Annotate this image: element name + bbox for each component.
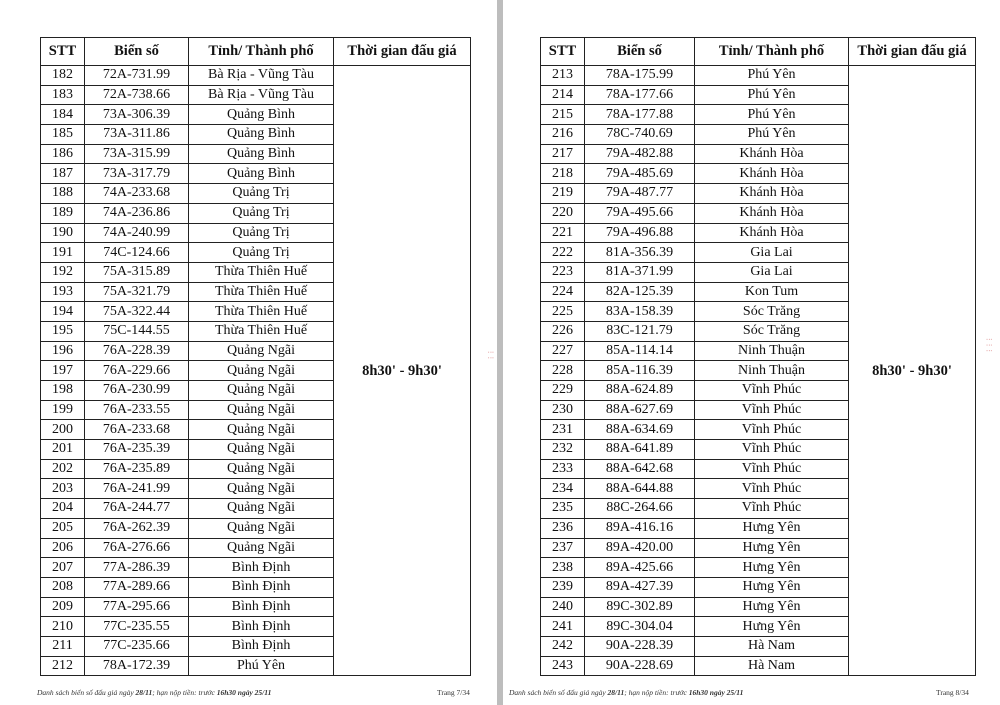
row-stt: 192 bbox=[41, 262, 85, 282]
row-stt: 237 bbox=[541, 538, 585, 558]
row-plate: 88C-264.66 bbox=[585, 499, 695, 519]
row-province: Quảng Ngãi bbox=[189, 518, 334, 538]
row-plate: 90A-228.69 bbox=[585, 656, 695, 676]
row-stt: 198 bbox=[41, 381, 85, 401]
row-plate: 76A-276.66 bbox=[85, 538, 189, 558]
row-province: Hưng Yên bbox=[695, 577, 849, 597]
row-stt: 240 bbox=[541, 597, 585, 617]
row-stt: 183 bbox=[41, 85, 85, 105]
row-plate: 79A-485.69 bbox=[585, 164, 695, 184]
row-stt: 194 bbox=[41, 302, 85, 322]
auction-time-slot: 8h30' - 9h30' bbox=[849, 66, 976, 676]
row-stt: 186 bbox=[41, 144, 85, 164]
footer-prefix: Danh sách biển số đấu giá ngày bbox=[37, 688, 134, 697]
auction-time-slot: 8h30' - 9h30' bbox=[334, 66, 471, 676]
row-stt: 222 bbox=[541, 243, 585, 263]
row-plate: 74A-236.86 bbox=[85, 203, 189, 223]
document-page-left bbox=[0, 0, 497, 705]
row-stt: 185 bbox=[41, 125, 85, 145]
row-stt: 195 bbox=[41, 321, 85, 341]
row-province: Quảng Trị bbox=[189, 223, 334, 243]
footer-date: 28/11 bbox=[135, 688, 153, 697]
column-header-time: Thời gian đấu giá bbox=[849, 38, 976, 66]
row-plate: 88A-641.89 bbox=[585, 440, 695, 460]
row-province: Khánh Hòa bbox=[695, 203, 849, 223]
row-province: Khánh Hòa bbox=[695, 184, 849, 204]
row-stt: 229 bbox=[541, 381, 585, 401]
row-plate: 76A-233.68 bbox=[85, 420, 189, 440]
row-province: Quảng Trị bbox=[189, 203, 334, 223]
row-province: Bình Định bbox=[189, 597, 334, 617]
row-plate: 81A-371.99 bbox=[585, 262, 695, 282]
row-stt: 218 bbox=[541, 164, 585, 184]
row-plate: 75A-321.79 bbox=[85, 282, 189, 302]
row-province: Quảng Bình bbox=[189, 105, 334, 125]
row-stt: 242 bbox=[541, 636, 585, 656]
margin-stamp-mark: ⁝ ⁝ bbox=[484, 350, 495, 360]
row-stt: 193 bbox=[41, 282, 85, 302]
row-stt: 204 bbox=[41, 499, 85, 519]
row-stt: 207 bbox=[41, 558, 85, 578]
row-province: Thừa Thiên Huế bbox=[189, 321, 334, 341]
page-footer-note bbox=[509, 688, 743, 697]
row-province: Kon Tum bbox=[695, 282, 849, 302]
row-stt: 228 bbox=[541, 361, 585, 381]
column-header-province: Tỉnh/ Thành phố bbox=[695, 38, 849, 66]
row-plate: 75A-315.89 bbox=[85, 262, 189, 282]
row-stt: 212 bbox=[41, 656, 85, 676]
column-header-plate: Biển số bbox=[585, 38, 695, 66]
row-province: Khánh Hòa bbox=[695, 164, 849, 184]
row-stt: 210 bbox=[41, 617, 85, 637]
row-stt: 220 bbox=[541, 203, 585, 223]
row-province: Hưng Yên bbox=[695, 558, 849, 578]
row-plate: 85A-116.39 bbox=[585, 361, 695, 381]
row-plate: 76A-230.99 bbox=[85, 381, 189, 401]
row-plate: 78A-177.66 bbox=[585, 85, 695, 105]
row-stt: 211 bbox=[41, 636, 85, 656]
row-province: Thừa Thiên Huế bbox=[189, 262, 334, 282]
row-stt: 231 bbox=[541, 420, 585, 440]
row-plate: 77A-286.39 bbox=[85, 558, 189, 578]
row-plate: 79A-495.66 bbox=[585, 203, 695, 223]
page-number: Trang 7/34 bbox=[437, 688, 470, 697]
footer-middle: ; hạn nộp tiền: trước bbox=[624, 688, 687, 697]
row-province: Quảng Ngãi bbox=[189, 538, 334, 558]
row-plate: 77A-295.66 bbox=[85, 597, 189, 617]
row-plate: 72A-738.66 bbox=[85, 85, 189, 105]
row-plate: 89A-416.16 bbox=[585, 518, 695, 538]
row-province: Phú Yên bbox=[695, 85, 849, 105]
row-province: Thừa Thiên Huế bbox=[189, 302, 334, 322]
row-province: Ninh Thuận bbox=[695, 341, 849, 361]
row-plate: 77A-289.66 bbox=[85, 577, 189, 597]
row-province: Hưng Yên bbox=[695, 597, 849, 617]
row-stt: 243 bbox=[541, 656, 585, 676]
row-plate: 82A-125.39 bbox=[585, 282, 695, 302]
row-province: Gia Lai bbox=[695, 262, 849, 282]
row-plate: 76A-235.89 bbox=[85, 459, 189, 479]
row-stt: 236 bbox=[541, 518, 585, 538]
row-province: Vĩnh Phúc bbox=[695, 400, 849, 420]
row-plate: 89C-304.04 bbox=[585, 617, 695, 637]
row-province: Vĩnh Phúc bbox=[695, 381, 849, 401]
row-plate: 76A-228.39 bbox=[85, 341, 189, 361]
column-header-province: Tỉnh/ Thành phố bbox=[189, 38, 334, 66]
row-stt: 189 bbox=[41, 203, 85, 223]
license-plate-table bbox=[40, 37, 471, 676]
row-stt: 205 bbox=[41, 518, 85, 538]
row-province: Phú Yên bbox=[695, 105, 849, 125]
row-stt: 214 bbox=[541, 85, 585, 105]
row-province: Phú Yên bbox=[695, 66, 849, 86]
row-stt: 224 bbox=[541, 282, 585, 302]
row-province: Vĩnh Phúc bbox=[695, 459, 849, 479]
row-province: Sóc Trăng bbox=[695, 302, 849, 322]
row-stt: 206 bbox=[41, 538, 85, 558]
row-province: Quảng Ngãi bbox=[189, 479, 334, 499]
row-stt: 184 bbox=[41, 105, 85, 125]
row-stt: 196 bbox=[41, 341, 85, 361]
row-plate: 72A-731.99 bbox=[85, 66, 189, 86]
row-stt: 201 bbox=[41, 440, 85, 460]
row-plate: 74A-233.68 bbox=[85, 184, 189, 204]
row-province: Vĩnh Phúc bbox=[695, 499, 849, 519]
document-page-right bbox=[484, 0, 1000, 705]
row-province: Vĩnh Phúc bbox=[695, 440, 849, 460]
row-province: Quảng Trị bbox=[189, 184, 334, 204]
row-plate: 79A-496.88 bbox=[585, 223, 695, 243]
row-stt: 217 bbox=[541, 144, 585, 164]
row-plate: 83A-158.39 bbox=[585, 302, 695, 322]
row-stt: 209 bbox=[41, 597, 85, 617]
margin-stamp-mark: ⁝ ⁝ ⁝ bbox=[983, 337, 994, 353]
row-province: Bà Rịa - Vũng Tàu bbox=[189, 66, 334, 86]
row-stt: 230 bbox=[541, 400, 585, 420]
row-plate: 74A-240.99 bbox=[85, 223, 189, 243]
row-stt: 238 bbox=[541, 558, 585, 578]
row-plate: 78A-172.39 bbox=[85, 656, 189, 676]
row-province: Ninh Thuận bbox=[695, 361, 849, 381]
row-stt: 226 bbox=[541, 321, 585, 341]
row-province: Phú Yên bbox=[189, 656, 334, 676]
row-plate: 75C-144.55 bbox=[85, 321, 189, 341]
row-plate: 89A-425.66 bbox=[585, 558, 695, 578]
row-stt: 200 bbox=[41, 420, 85, 440]
row-stt: 191 bbox=[41, 243, 85, 263]
row-plate: 90A-228.39 bbox=[585, 636, 695, 656]
row-stt: 202 bbox=[41, 459, 85, 479]
row-plate: 75A-322.44 bbox=[85, 302, 189, 322]
row-plate: 89A-427.39 bbox=[585, 577, 695, 597]
row-stt: 227 bbox=[541, 341, 585, 361]
row-plate: 77C-235.66 bbox=[85, 636, 189, 656]
row-plate: 73A-306.39 bbox=[85, 105, 189, 125]
row-plate: 77C-235.55 bbox=[85, 617, 189, 637]
row-plate: 73A-315.99 bbox=[85, 144, 189, 164]
row-stt: 216 bbox=[541, 125, 585, 145]
page-footer-note bbox=[37, 688, 271, 697]
row-plate: 88A-627.69 bbox=[585, 400, 695, 420]
row-province: Quảng Bình bbox=[189, 144, 334, 164]
row-stt: 213 bbox=[541, 66, 585, 86]
row-plate: 89C-302.89 bbox=[585, 597, 695, 617]
row-plate: 76A-229.66 bbox=[85, 361, 189, 381]
row-stt: 223 bbox=[541, 262, 585, 282]
row-stt: 232 bbox=[541, 440, 585, 460]
row-province: Gia Lai bbox=[695, 243, 849, 263]
column-header-stt: STT bbox=[41, 38, 85, 66]
row-province: Bình Định bbox=[189, 558, 334, 578]
row-plate: 88A-634.69 bbox=[585, 420, 695, 440]
page-number: Trang 8/34 bbox=[936, 688, 969, 697]
row-plate: 78A-177.88 bbox=[585, 105, 695, 125]
row-province: Quảng Bình bbox=[189, 125, 334, 145]
row-plate: 89A-420.00 bbox=[585, 538, 695, 558]
row-plate: 74C-124.66 bbox=[85, 243, 189, 263]
table-header-row bbox=[41, 38, 471, 66]
row-plate: 76A-233.55 bbox=[85, 400, 189, 420]
row-province: Bình Định bbox=[189, 617, 334, 637]
column-header-stt: STT bbox=[541, 38, 585, 66]
footer-date: 28/11 bbox=[607, 688, 625, 697]
row-province: Quảng Bình bbox=[189, 164, 334, 184]
row-province: Vĩnh Phúc bbox=[695, 479, 849, 499]
row-province: Hưng Yên bbox=[695, 518, 849, 538]
row-plate: 76A-244.77 bbox=[85, 499, 189, 519]
row-stt: 199 bbox=[41, 400, 85, 420]
license-plate-table bbox=[540, 37, 976, 676]
row-plate: 78C-740.69 bbox=[585, 125, 695, 145]
table-row bbox=[41, 66, 471, 86]
column-header-plate: Biển số bbox=[85, 38, 189, 66]
row-stt: 188 bbox=[41, 184, 85, 204]
row-plate: 79A-487.77 bbox=[585, 184, 695, 204]
row-province: Quảng Ngãi bbox=[189, 440, 334, 460]
column-header-time: Thời gian đấu giá bbox=[334, 38, 471, 66]
row-stt: 234 bbox=[541, 479, 585, 499]
row-province: Hưng Yên bbox=[695, 617, 849, 637]
row-stt: 182 bbox=[41, 66, 85, 86]
row-stt: 203 bbox=[41, 479, 85, 499]
row-plate: 78A-175.99 bbox=[585, 66, 695, 86]
footer-deadline: 16h30 ngày 25/11 bbox=[216, 688, 272, 697]
row-stt: 219 bbox=[541, 184, 585, 204]
row-stt: 197 bbox=[41, 361, 85, 381]
row-province: Bình Định bbox=[189, 636, 334, 656]
row-stt: 225 bbox=[541, 302, 585, 322]
row-province: Hà Nam bbox=[695, 656, 849, 676]
row-plate: 88A-644.88 bbox=[585, 479, 695, 499]
row-stt: 221 bbox=[541, 223, 585, 243]
row-province: Khánh Hòa bbox=[695, 144, 849, 164]
row-province: Quảng Ngãi bbox=[189, 499, 334, 519]
row-province: Hưng Yên bbox=[695, 538, 849, 558]
footer-deadline: 16h30 ngày 25/11 bbox=[688, 688, 744, 697]
row-province: Quảng Ngãi bbox=[189, 400, 334, 420]
row-province: Quảng Ngãi bbox=[189, 361, 334, 381]
row-province: Quảng Ngãi bbox=[189, 459, 334, 479]
row-plate: 85A-114.14 bbox=[585, 341, 695, 361]
row-stt: 241 bbox=[541, 617, 585, 637]
row-stt: 208 bbox=[41, 577, 85, 597]
row-stt: 187 bbox=[41, 164, 85, 184]
row-plate: 76A-235.39 bbox=[85, 440, 189, 460]
row-province: Bà Rịa - Vũng Tàu bbox=[189, 85, 334, 105]
row-province: Khánh Hòa bbox=[695, 223, 849, 243]
row-province: Thừa Thiên Huế bbox=[189, 282, 334, 302]
row-plate: 76A-262.39 bbox=[85, 518, 189, 538]
row-plate: 83C-121.79 bbox=[585, 321, 695, 341]
row-province: Quảng Ngãi bbox=[189, 381, 334, 401]
table-header-row bbox=[541, 38, 976, 66]
row-province: Hà Nam bbox=[695, 636, 849, 656]
table-row bbox=[541, 66, 976, 86]
row-plate: 76A-241.99 bbox=[85, 479, 189, 499]
row-province: Phú Yên bbox=[695, 125, 849, 145]
row-province: Quảng Ngãi bbox=[189, 341, 334, 361]
footer-middle: ; hạn nộp tiền: trước bbox=[152, 688, 215, 697]
row-province: Quảng Ngãi bbox=[189, 420, 334, 440]
row-plate: 81A-356.39 bbox=[585, 243, 695, 263]
row-plate: 79A-482.88 bbox=[585, 144, 695, 164]
row-province: Sóc Trăng bbox=[695, 321, 849, 341]
row-province: Vĩnh Phúc bbox=[695, 420, 849, 440]
row-stt: 190 bbox=[41, 223, 85, 243]
row-stt: 215 bbox=[541, 105, 585, 125]
row-province: Bình Định bbox=[189, 577, 334, 597]
row-plate: 73A-311.86 bbox=[85, 125, 189, 145]
row-stt: 235 bbox=[541, 499, 585, 519]
row-stt: 239 bbox=[541, 577, 585, 597]
row-province: Quảng Trị bbox=[189, 243, 334, 263]
row-plate: 73A-317.79 bbox=[85, 164, 189, 184]
row-stt: 233 bbox=[541, 459, 585, 479]
row-plate: 88A-642.68 bbox=[585, 459, 695, 479]
row-plate: 88A-624.89 bbox=[585, 381, 695, 401]
footer-prefix: Danh sách biển số đấu giá ngày bbox=[509, 688, 606, 697]
